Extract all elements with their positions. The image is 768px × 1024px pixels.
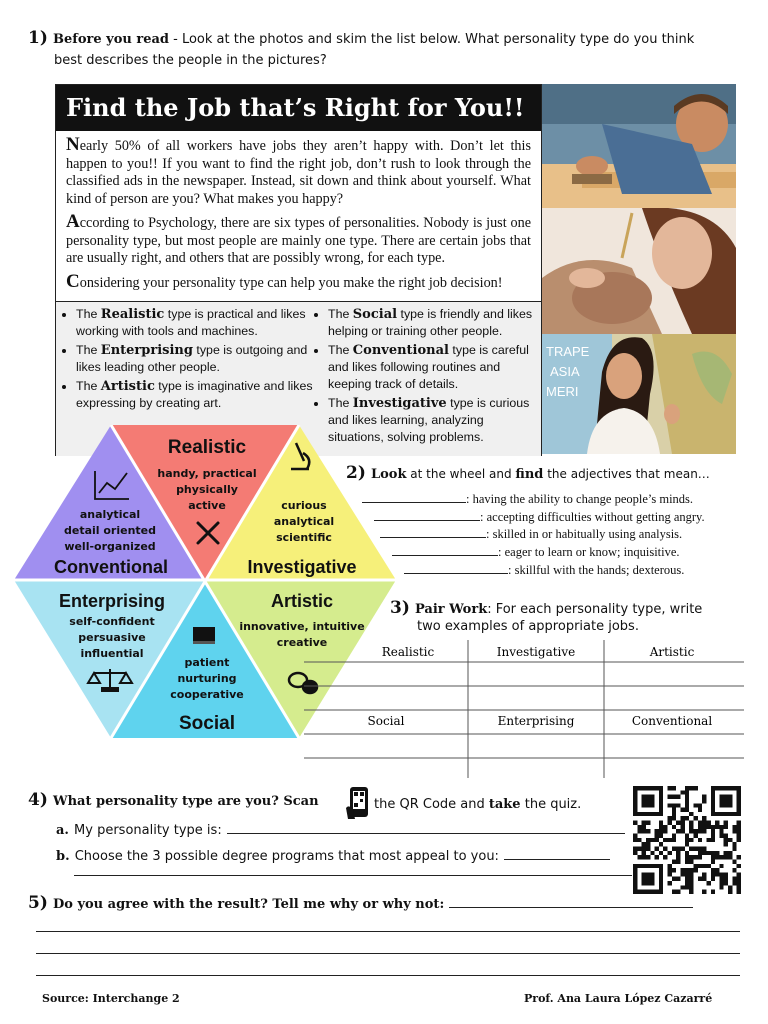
wheel-adj-social-2: nurturing: [177, 672, 237, 685]
wheel-adj-social-1: patient: [184, 656, 230, 669]
photo-carpenter: [542, 84, 736, 208]
qr-code[interactable]: [631, 786, 743, 894]
wheel-label-social: Social: [179, 713, 235, 734]
wheel-adj-social-3: cooperative: [170, 688, 244, 701]
article-box: [55, 84, 542, 456]
question-4: 4) What personality type are you? Scan: [28, 790, 319, 810]
article-paragraph-2: According to Psychology, there are six types of personalities. Nobody is just one personality type, but most people are mainly one type. There are certain jobs that are usually right, and others that are possibly wrong, for each type.: [66, 211, 531, 266]
question-2: 2) Look at the wheel and find the adjectives that mean…: [346, 463, 710, 483]
answer-line-1[interactable]: [449, 895, 693, 908]
wheel-adj-realistic-2: physically: [176, 483, 238, 496]
answer-blank-3[interactable]: [380, 525, 486, 538]
table-header-realistic: Realistic: [381, 645, 435, 659]
question-4-number: 4): [28, 790, 48, 810]
type-item-social: • The Social type is friendly and likes helping or training other people.: [328, 306, 542, 340]
answer-line-4[interactable]: [36, 974, 740, 976]
answer-line-2[interactable]: [36, 930, 740, 932]
table-header-artistic: Artistic: [649, 645, 695, 659]
table-header-enterprising: Enterprising: [497, 714, 575, 728]
wheel-label-realistic: Realistic: [167, 437, 247, 458]
type-item-investigative: • The Investigative type is curious and likes learning, analyzing situations, solving problems.: [328, 395, 542, 446]
question-4b: b. Choose the 3 possible degree programs that most appeal to you:: [56, 845, 610, 864]
table-header-investigative: Investigative: [496, 645, 576, 659]
question-1: [28, 28, 748, 48]
article-paragraph-3: Considering your personality type can help you make the right job decision!: [66, 270, 503, 292]
article-paragraph-1: Nearly 50% of all workers have jobs they aren’t happy with. Don’t let this happen to you!! If you want to find the right job, don’t rush to look through the classified ads in the newspaper. Instead, sit down and think about yourself. What kind of person are you? What makes you happy?: [66, 134, 531, 207]
question-1-number: 1): [28, 28, 48, 48]
definition-2: : accepting difficulties without getting angry.: [374, 508, 705, 525]
phone-scan-icon: [346, 786, 372, 820]
wheel-label-investigative: Investigative: [247, 557, 357, 577]
wheel-label-conventional: Conventional: [53, 557, 169, 577]
table-header-social: Social: [367, 714, 405, 728]
question-4a: a. My personality type is:: [56, 819, 625, 838]
types-column-left: [58, 306, 316, 414]
type-item-conventional: • The Conventional type is careful and likes following routines and keeping track of details.: [328, 342, 542, 393]
wheel-adj-enterprising-3: influential: [80, 647, 144, 660]
type-item-realistic: • The Realistic type is practical and likes working with tools and machines.: [76, 306, 316, 340]
definition-1: : having the ability to change people’s minds.: [362, 490, 693, 507]
wheel-adj-realistic-3: active: [188, 499, 226, 512]
degree-programs-input-2[interactable]: [74, 874, 632, 876]
map-word-3: MERI: [546, 384, 579, 399]
definition-5: : skillful with the hands; dexterous.: [404, 561, 684, 578]
question-3-text-line2: two examples of appropriate jobs.: [417, 619, 639, 634]
photo-teacher: [542, 334, 736, 454]
type-item-artistic: • The Artistic type is imaginative and likes expressing by creating art.: [76, 378, 316, 412]
wheel-adj-investigative-1: curious: [281, 499, 327, 512]
question-3: 3) Pair Work: For each personality type, write: [390, 598, 703, 618]
question-1-text: - Look at the photos and skim the list below. What personality type do you think: [168, 32, 695, 47]
wheel-adj-enterprising-1: self-confident: [69, 615, 155, 628]
degree-programs-input-1[interactable]: [504, 847, 610, 860]
answer-line-3[interactable]: [36, 952, 740, 954]
wheel-adj-artistic-1: innovative, intuitive: [239, 620, 365, 633]
question-5: 5) Do you agree with the result? Tell me why or why not:: [28, 893, 693, 913]
wheel-adj-conventional-1: analytical: [79, 508, 141, 521]
definition-4: : eager to learn or know; inquisitive.: [392, 543, 680, 560]
answer-blank-4[interactable]: [392, 543, 498, 556]
definition-3: : skilled in or habitually using analysis.: [380, 525, 682, 542]
wheel-adj-realistic-1: handy, practical: [157, 467, 257, 480]
type-item-enterprising: • The Enterprising type is outgoing and likes leading other people.: [76, 342, 316, 376]
footer-source: Source: Interchange 2: [42, 992, 180, 1005]
wheel-adj-conventional-3: well-organized: [64, 540, 156, 553]
map-word-1: TRAPE: [546, 344, 590, 359]
question-5-number: 5): [28, 893, 48, 913]
map-word-2: ASIA: [550, 364, 580, 379]
footer-author: Prof. Ana Laura López Cazarré: [524, 992, 713, 1005]
question-1-title: Before you read: [52, 32, 169, 47]
article-title: Find the Job that’s Right for You!!: [56, 85, 541, 131]
wheel-label-artistic: Artistic: [270, 591, 334, 611]
book-icon: [193, 627, 215, 644]
table-header-conventional: Conventional: [631, 714, 713, 728]
wheel-adj-conventional-2: detail oriented: [63, 524, 157, 537]
wheel-adj-investigative-3: scientific: [276, 531, 332, 544]
wheel-adj-enterprising-2: persuasive: [78, 631, 146, 644]
personality-type-input[interactable]: [227, 821, 625, 834]
wheel-adj-investigative-2: analytical: [273, 515, 335, 528]
answer-blank-2[interactable]: [374, 508, 480, 521]
wheel-label-enterprising: Enterprising: [58, 591, 166, 611]
question-2-number: 2): [346, 463, 366, 483]
question-1-text-line2: best describes the people in the pictures?: [54, 53, 327, 68]
question-4-rest: the QR Code and take the quiz.: [374, 797, 582, 812]
job-table: [304, 640, 746, 780]
wheel-adj-artistic-2: creative: [276, 636, 328, 649]
question-3-number: 3): [390, 598, 410, 618]
photo-sculptor: [542, 208, 736, 334]
answer-blank-5[interactable]: [404, 561, 508, 574]
answer-blank-1[interactable]: [362, 490, 466, 503]
